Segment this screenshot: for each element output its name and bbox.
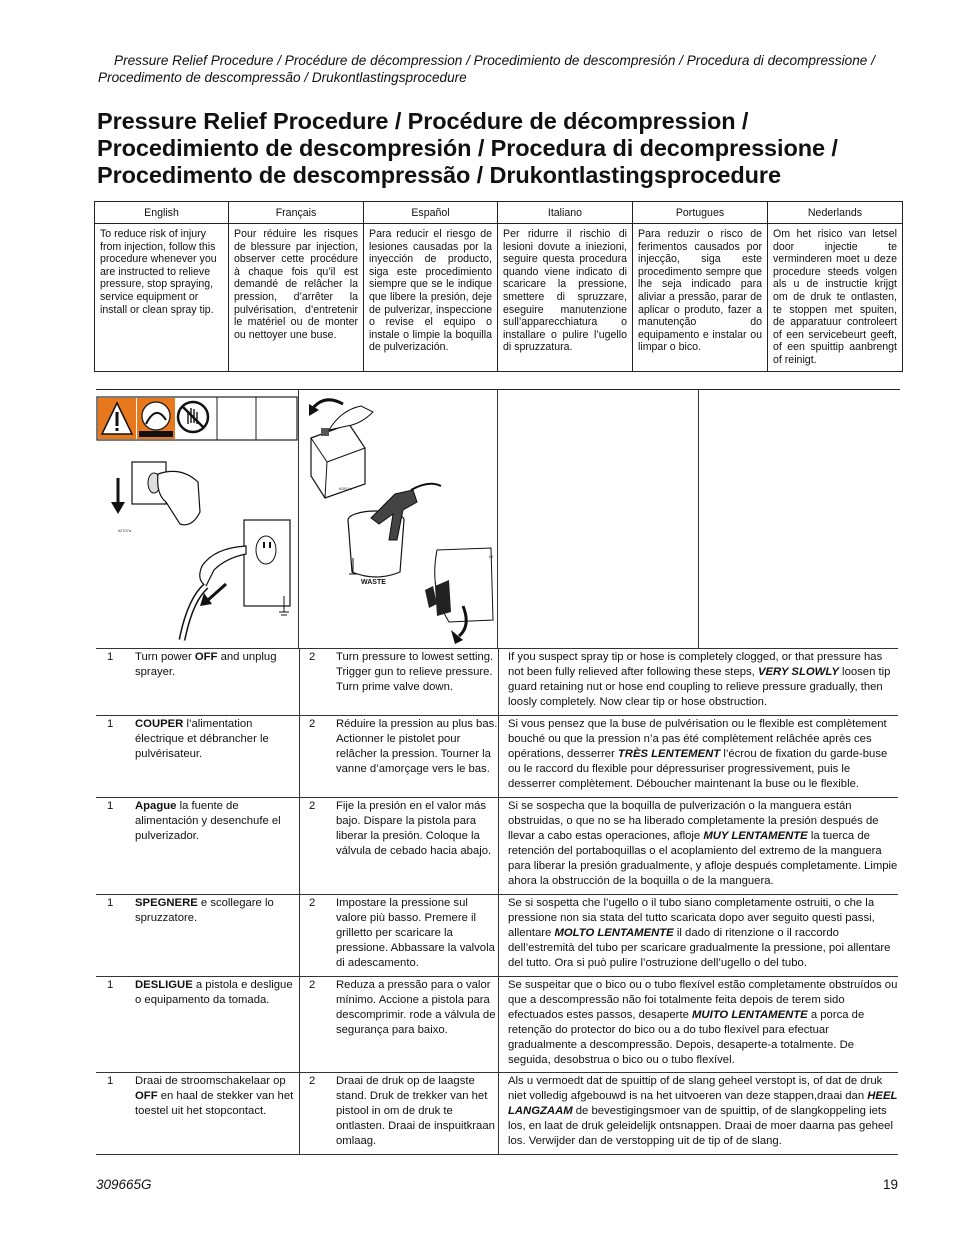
step1-cell xyxy=(96,895,298,976)
note-text-emphasis: MUY LENTAMENTE xyxy=(703,830,808,842)
step-row-dutch xyxy=(96,1072,898,1154)
note-text-emphasis: MUITO LENTAMENTE xyxy=(692,1009,808,1021)
step1-text xyxy=(135,1074,295,1119)
step1-text-post: la fuente de alimentación y desenchufe el pulverizador. xyxy=(135,800,281,842)
step1-cell xyxy=(96,798,298,894)
note-cell xyxy=(498,977,898,1072)
lang-text-portuguese: Para reduzir o risco de ferimentos causados por injecção, siga este procedimento sempre que lhe seja indicado para aliviar a pressão, parar de aplicar o produto, fazer a manutenção do equipamento e instalar ou limpar o bico. xyxy=(633,224,768,372)
note-text xyxy=(508,978,898,1068)
table-bottom-rule xyxy=(96,1154,898,1155)
waste-label: WASTE xyxy=(361,579,386,586)
step-number: 1 xyxy=(107,897,114,909)
step-row-french xyxy=(96,715,898,797)
step-number: 2 xyxy=(309,718,316,730)
lang-header-french: Français xyxy=(229,202,364,224)
page-number: 19 xyxy=(882,1177,898,1192)
running-header-line2: Procedimento de descompressão / Drukontlastingsprocedure xyxy=(98,70,467,85)
note-text-emphasis: MOLTO LENTAMENTE xyxy=(554,927,674,939)
lang-header-portuguese: Portugues xyxy=(633,202,768,224)
running-header-line1: Pressure Relief Procedure / Procédure de décompression / Procedimiento de descompresión / Procedura di decompressione / xyxy=(114,53,875,68)
step1-text xyxy=(135,717,295,762)
step1-text-bold: COUPER xyxy=(135,718,184,730)
note-text xyxy=(508,799,898,889)
page-title-line2: Procedimiento de descompresión / Procedura di decompressione / xyxy=(97,135,838,161)
divider xyxy=(698,390,699,648)
step2-cell xyxy=(299,895,497,976)
power-switch-illustration xyxy=(111,462,200,533)
page-title xyxy=(97,108,917,189)
step-number: 2 xyxy=(309,651,316,663)
no-hand-icon xyxy=(178,402,208,432)
injection-hazard-icon xyxy=(137,398,175,439)
page-title-line1: Pressure Relief Procedure / Procédure de décompression / xyxy=(97,108,749,134)
step1-text-pre: Turn power xyxy=(135,651,195,663)
note-text-emphasis: TRÈS LENTEMENT xyxy=(617,748,721,760)
step2-text: Reduza a pressão para o valor mínimo. Accione a pistola para descomprimir. rode a válvula de segurança para baixo. xyxy=(336,979,496,1036)
step1-text-bold: Apague xyxy=(135,800,177,812)
step1-text-bold: OFF xyxy=(135,1090,158,1102)
step1-text-post: e scollegare lo spruzzatore. xyxy=(135,897,274,924)
lang-text-spanish: Para reducir el riesgo de lesiones causadas por la inyección de producto, siga este procedimiento siempre que se le indique que libere la presión, deje de pulverizar, inspeccione o revise el equipo o instale o limpie la boquilla de pulverización. xyxy=(364,224,498,372)
step2-cell xyxy=(299,977,497,1072)
lang-text-dutch: Om het risico van letsel door injectie te verminderen moet u deze procedure steeds volgen als u de instructie krijgt om de druk te ontlasten, te stoppen met spuiten, de apparatuur controleert of een servicebeurt geeft, of een spuittip aanbrengt of reinigt. xyxy=(768,224,903,372)
page-title-line3: Procedimento de descompressão / Drukontlastingsprocedure xyxy=(97,162,781,188)
lang-header-spanish: Español xyxy=(364,202,498,224)
figure-code-label: ti2 xyxy=(489,554,494,559)
step-number: 2 xyxy=(309,1075,316,1087)
step2-cell xyxy=(299,649,497,715)
step1-text-post: l’alimentation électrique et débrancher le pulvérisateur. xyxy=(135,718,269,760)
warning-triangle-icon xyxy=(98,398,136,439)
note-text-pre: Se suspeitar que o bico ou o tubo flexível estão completamente obstruídos ou que a descompressão não foi totalmente feita depois de terem sido efectuados estes passos, desaperte xyxy=(508,979,898,1021)
step-row-italian xyxy=(96,894,898,976)
step1-text xyxy=(135,799,295,844)
step-number: 1 xyxy=(107,979,114,991)
figure-unplug-sprayer xyxy=(96,390,298,648)
step1-text-post: en haal de stekker van het toestel uit het stopcontact. xyxy=(135,1090,294,1117)
step-row-spanish xyxy=(96,797,898,894)
note-text-pre: If you suspect spray tip or hose is completely clogged, or that pressure has not been fully relieved after following these steps, xyxy=(508,651,883,678)
step-number: 2 xyxy=(309,800,316,812)
figure-area xyxy=(96,390,898,648)
lang-text-italian: Per ridurre il rischio di lesioni dovute a iniezioni, seguire questa procedura quando viene indicato di scaricare la pressione, smettere di spruzzare, eseguire manutenzione sull’apparecchiatura o installare o pulire l’ugello di spruzzatura. xyxy=(498,224,633,372)
step-number: 1 xyxy=(107,800,114,812)
note-text-pre: Se si sospetta che l’ugello o il tubo siano completamente ostruiti, o che la pressione non sia stata del tutto scaricata dopo aver seguito questi passi, allentare xyxy=(508,897,875,939)
note-text-post: la tuerca de retención del portaboquillas o el acoplamiento del extremo de la manguera para liberar la presión gradualmente, y afloje después completamente. Limpie ahora la obstrucción de la boquilla o de la manguera. xyxy=(508,830,898,887)
step2-cell xyxy=(299,716,497,797)
step-number: 1 xyxy=(107,718,114,730)
note-cell xyxy=(498,649,898,715)
note-text xyxy=(508,896,898,971)
step1-text-post: and unplug sprayer. xyxy=(135,651,277,678)
note-text-post: de bevestigingsmoer van de spuittip, of de slangkoppeling iets los, en laat de druk geleidelijk ontsnappen. Draai de moer daarna pas geheel los. Verwijder dan de verstopping uit de tip of de slang. xyxy=(508,1105,893,1147)
step2-text: Réduire la pression au plus bas. Actionner le pistolet pour relâcher la pression. Tourner la vanne d’amorçage vers le bas. xyxy=(336,718,498,775)
pressure-control-illustration xyxy=(309,400,373,498)
note-text xyxy=(508,650,898,710)
step-number: 1 xyxy=(107,1075,114,1087)
running-header xyxy=(98,52,908,86)
language-header-row xyxy=(95,202,903,224)
step1-cell xyxy=(96,716,298,797)
step1-text-post: a pistola e desligue o equipamento da tomada. xyxy=(135,979,293,1006)
lang-header-italian: Italiano xyxy=(498,202,633,224)
note-text-emphasis: HEEL LANGZAAM xyxy=(508,1090,898,1117)
step1-text xyxy=(135,650,295,680)
lang-header-english: English xyxy=(95,202,229,224)
document-number: 309665G xyxy=(96,1177,152,1192)
step1-cell xyxy=(96,649,298,715)
note-text-pre: Si se sospecha que la boquilla de pulverización o la manguera están obstruidas, o que no se ha liberado completamente la presión después de llevar a cabo estas operaciones, afloje xyxy=(508,800,879,842)
step1-text-bold: SPEGNERE xyxy=(135,897,198,909)
step1-cell xyxy=(96,977,298,1072)
language-text-row xyxy=(95,224,903,372)
note-text-pre: Si vous pensez que la buse de pulvérisation ou le flexible est complètement bouché ou que la pression n’a pas été complètement relâchée après ces opérations, desserrer xyxy=(508,718,887,760)
lang-header-dutch: Nederlands xyxy=(768,202,903,224)
step1-text xyxy=(135,978,295,1008)
step1-text xyxy=(135,896,295,926)
prime-valve-illustration xyxy=(425,548,494,644)
note-cell xyxy=(498,895,898,976)
figure-code-label: ti2814a xyxy=(339,486,353,491)
note-cell xyxy=(498,798,898,894)
note-text xyxy=(508,1074,898,1149)
step2-text: Impostare la pressione sul valore più basso. Premere il grilletto per scaricare la pressione. Abbassare la valvola di adescamento. xyxy=(336,897,495,969)
note-text-post: loosen tip guard retaining nut or hose end coupling to relieve pressure gradually, then loosly completely. Now clear tip or hose obstruction. xyxy=(508,666,891,708)
note-text-post: l’écrou de fixation du garde-buse ou le raccord du flexible pour dépressuriser progressivement, puis le desserrer complètement. Déboucher maintenant la buse ou le flexible. xyxy=(508,748,888,790)
figure-code-label: ti2707a xyxy=(118,528,132,533)
step2-text: Turn pressure to lowest setting. Trigger gun to relieve pressure. Turn prime valve down. xyxy=(336,651,494,693)
step1-text-bold: OFF xyxy=(194,651,218,663)
step-row-portuguese xyxy=(96,976,898,1072)
note-cell xyxy=(498,1073,898,1154)
figure-relieve-pressure xyxy=(299,390,497,648)
note-text-pre: Als u vermoedt dat de spuittip of de slang geheel verstopt is, of dat de druk niet volledig afgebouwd is na het uitvoeren van deze stappen,draai dan xyxy=(508,1075,883,1102)
step2-text: Fije la presión en el valor más bajo. Dispare la pistola para liberar la presión. Coloque la válvula de cebado hacia abajo. xyxy=(336,800,492,857)
note-text-post: a porca de retenção do protector do bico ou a do tubo flexível para efectuar gradualmente a descompressão. Depois, desaperte-a totalmente. De seguida, desobstrua o bico ou o tubo flexível. xyxy=(508,1009,865,1066)
note-text-post: il dado di ritenzione o il raccordo dell’estremità del tubo per scaricare gradualmente la pressione, poi allentare del tutto. Ora si può pulire l’ostruzione dell’ugello o del tubo. xyxy=(508,927,891,969)
step2-cell xyxy=(299,1073,497,1154)
wall-outlet-illustration xyxy=(182,520,290,640)
step2-cell xyxy=(299,798,497,894)
divider xyxy=(497,390,498,648)
step-number: 1 xyxy=(107,651,114,663)
language-intro-table xyxy=(94,201,903,372)
step-number: 2 xyxy=(309,897,316,909)
step-number: 2 xyxy=(309,979,316,991)
step-row-english xyxy=(96,648,898,715)
step1-text-pre: Draai de stroomschakelaar op xyxy=(135,1075,286,1087)
note-text-emphasis: VERY SLOWLY xyxy=(757,666,839,678)
lang-text-english: To reduce risk of injury from injection, follow this procedure whenever you are instructed to relieve pressure, stop spraying, service equipment or install or clean spray tip. xyxy=(95,224,229,372)
note-cell xyxy=(498,716,898,797)
note-text xyxy=(508,717,898,792)
step2-text: Draai de druk op de laagste stand. Druk de trekker van het pistool in om de druk te ontlasten. Draai de inspuitkraan omlaag. xyxy=(336,1075,495,1147)
step1-text-bold: DESLIGUE xyxy=(135,979,193,991)
lang-text-french: Pour réduire les risques de blessure par injection, observer cette procédure à chaque fois qu’il est demandé de relâcher la pression, d’arrêter la pulvérisation, d’entretenir le matériel ou de monter ou nettoyer une buse. xyxy=(229,224,364,372)
step1-cell xyxy=(96,1073,298,1154)
